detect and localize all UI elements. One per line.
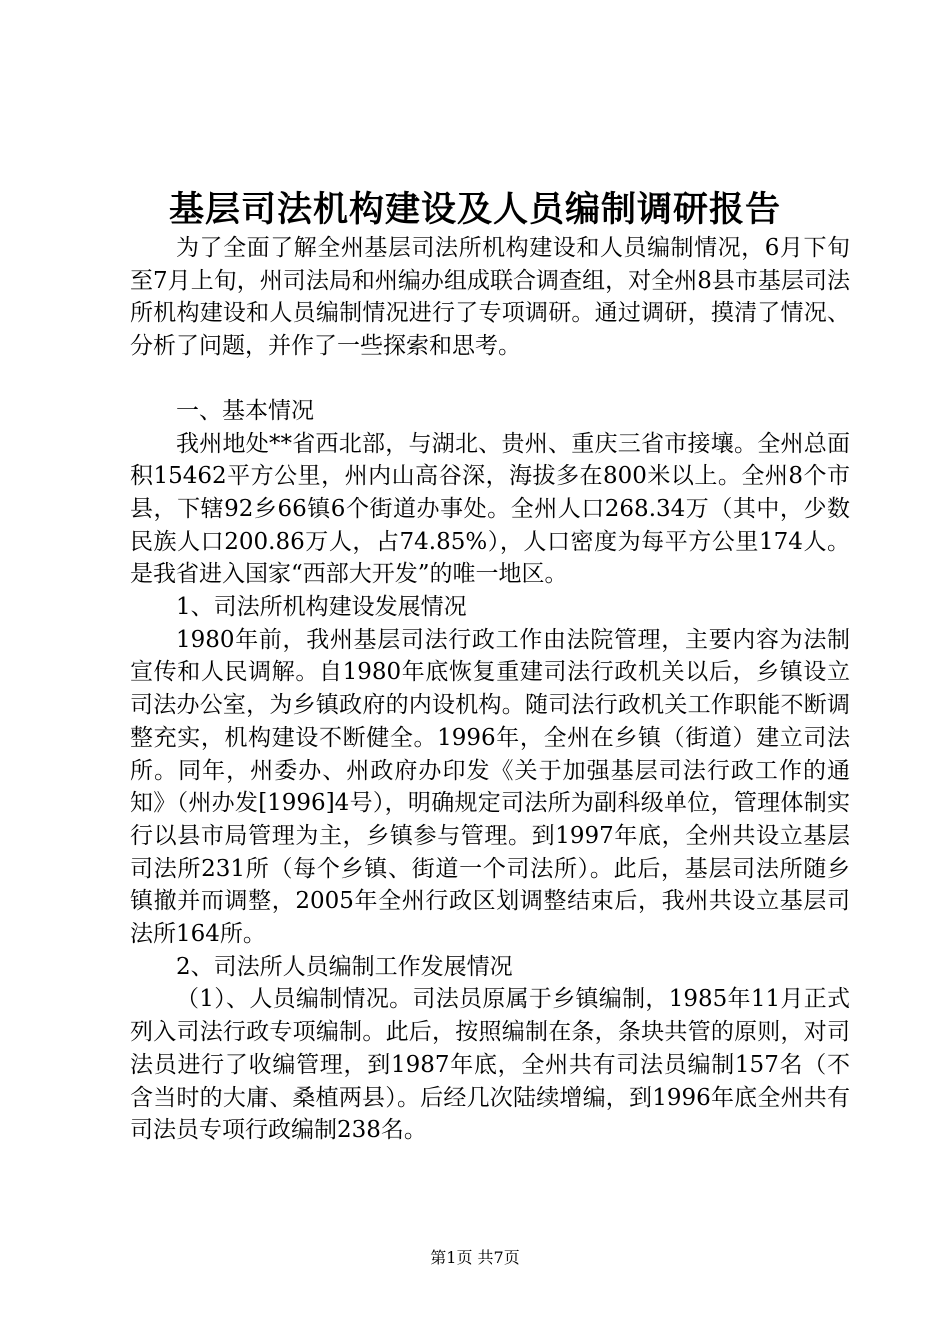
subsection-heading-1: 1、司法所机构建设发展情况: [176, 594, 467, 621]
document-title: 基层司法机构建设及人员编制调研报告: [168, 189, 781, 230]
paragraph-intro: 为了全面了解全州基层司法所机构建设和人员编制情况，6月下旬至7月上旬，州司法局和州编办组成联合调查组，对全州8县市基层司法所机构建设和人员编制情况进行了专项调研。通过调研，摸清了情况、分析了问题，并作了一些探索和思考。: [130, 235, 850, 360]
subsection-heading-2: 2、司法所人员编制工作发展情况: [176, 953, 513, 980]
paragraph-staffing: （1）、人员编制情况。司法员原属于乡镇编制，1985年11月正式列入司法行政专项编制。此后，按照编制在条，条块共管的原则，对司法员进行了收编管理，到1987年底，全州共有司法员编制157名（不含当时的大庸、桑植两县）。后经几次陆续增编，到1996年底全州共有司法员专项行政编制238名。: [130, 986, 850, 1144]
document-body: [130, 232, 850, 1147]
paragraph-spacer: [130, 363, 850, 395]
section-heading-basic: 一、基本情况: [176, 397, 314, 424]
paragraph-institution-history: 1980年前，我州基层司法行政工作由法院管理，主要内容为法制宣传和人民调解。自1980年底恢复重建司法行政机关以后，乡镇设立司法办公室，为乡镇政府的内设机构。随司法行政机关工作职能不断调整充实，机构建设不断健全。1996年，全州在乡镇（街道）建立司法所。同年，州委办、州政府办印发《关于加强基层司法行政工作的通知》（州办发[1996]4号），明确规定司法所为副科级单位，管理体制实行以县市局管理为主，乡镇参与管理。到1997年底，全州共设立基层司法所231所（每个乡镇、街道一个司法所）。此后，基层司法所随乡镇撤并而调整，2005年全州行政区划调整结束后，我州共设立基层司法所164所。: [130, 626, 850, 948]
page-footer: 第1页 共7页: [430, 1248, 520, 1267]
paragraph-overview: 我州地处**省西北部，与湖北、贵州、重庆三省市接壤。全州总面积15462平方公里，州内山高谷深，海拔多在800米以上。全州8个市县，下辖92乡66镇6个街道办事处。全州人口268.34万（其中，少数民族人口200.86万人，占74.85%），人口密度为每平方公里174人。是我省进入国家“西部大开发”的唯一地区。: [130, 430, 850, 588]
